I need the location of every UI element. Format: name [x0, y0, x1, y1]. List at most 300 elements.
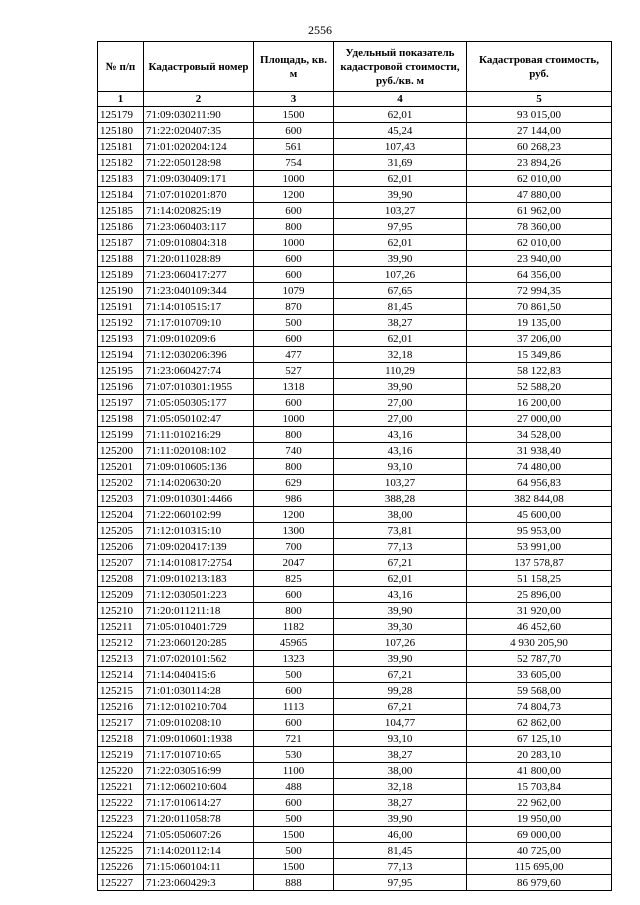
cadastral-value-cell: 74 804,73: [467, 699, 612, 715]
row-number-cell: 125218: [98, 731, 144, 747]
cadastral-value-cell: 382 844,08: [467, 491, 612, 507]
area-cell: 800: [254, 219, 334, 235]
cadastral-number-cell: 71:15:060104:11: [144, 859, 254, 875]
unit-rate-cell: 38,27: [334, 315, 467, 331]
table-row: [98, 267, 612, 283]
row-number-cell: 125208: [98, 571, 144, 587]
unit-rate-cell: 81,45: [334, 299, 467, 315]
row-number-cell: 125203: [98, 491, 144, 507]
cadastral-value-cell: 23 894,26: [467, 155, 612, 171]
unit-rate-cell: 67,21: [334, 699, 467, 715]
unit-rate-cell: 39,90: [334, 651, 467, 667]
cadastral-value-cell: 95 953,00: [467, 523, 612, 539]
unit-rate-cell: 39,90: [334, 379, 467, 395]
table-row: [98, 395, 612, 411]
cadastral-value-cell: 74 480,00: [467, 459, 612, 475]
row-number-cell: 125206: [98, 539, 144, 555]
cadastral-value-cell: 4 930 205,90: [467, 635, 612, 651]
area-cell: 500: [254, 315, 334, 331]
table-row: [98, 603, 612, 619]
unit-rate-cell: 107,26: [334, 635, 467, 651]
row-number-cell: 125183: [98, 171, 144, 187]
row-number-cell: 125212: [98, 635, 144, 651]
table-row: [98, 539, 612, 555]
table-row: [98, 283, 612, 299]
table-row: [98, 379, 612, 395]
cadastral-value-cell: 78 360,00: [467, 219, 612, 235]
unit-rate-cell: 43,16: [334, 427, 467, 443]
cadastral-value-cell: 86 979,60: [467, 875, 612, 891]
table-row: [98, 683, 612, 699]
area-cell: 600: [254, 331, 334, 347]
row-number-cell: 125192: [98, 315, 144, 331]
row-number-cell: 125193: [98, 331, 144, 347]
area-cell: 500: [254, 667, 334, 683]
row-number-cell: 125221: [98, 779, 144, 795]
area-cell: 800: [254, 603, 334, 619]
cadastral-value-cell: 93 015,00: [467, 107, 612, 123]
cadastral-value-cell: 61 962,00: [467, 203, 612, 219]
area-cell: 1000: [254, 411, 334, 427]
area-cell: 1200: [254, 187, 334, 203]
unit-rate-cell: 39,90: [334, 187, 467, 203]
unit-rate-cell: 99,28: [334, 683, 467, 699]
row-number-cell: 125205: [98, 523, 144, 539]
row-number-cell: 125223: [98, 811, 144, 827]
cadastral-value-cell: 52 787,70: [467, 651, 612, 667]
row-number-cell: 125195: [98, 363, 144, 379]
table-row: [98, 715, 612, 731]
table-row: [98, 699, 612, 715]
table-row: [98, 731, 612, 747]
unit-rate-cell: 62,01: [334, 331, 467, 347]
cadastral-number-cell: 71:07:020101:562: [144, 651, 254, 667]
cadastral-number-cell: 71:12:030206:396: [144, 347, 254, 363]
area-cell: 1200: [254, 507, 334, 523]
cadastral-number-cell: 71:14:020630:20: [144, 475, 254, 491]
area-cell: 754: [254, 155, 334, 171]
table-row: [98, 795, 612, 811]
row-number-cell: 125187: [98, 235, 144, 251]
row-number-cell: 125188: [98, 251, 144, 267]
area-cell: 800: [254, 427, 334, 443]
cadastral-value-table: [97, 41, 612, 891]
cadastral-number-cell: 71:17:010710:65: [144, 747, 254, 763]
area-cell: 1500: [254, 827, 334, 843]
row-number-cell: 125200: [98, 443, 144, 459]
cadastral-number-cell: 71:22:020407:35: [144, 123, 254, 139]
table-row: [98, 811, 612, 827]
unit-rate-cell: 107,43: [334, 139, 467, 155]
unit-rate-cell: 77,13: [334, 859, 467, 875]
area-cell: 1323: [254, 651, 334, 667]
cadastral-number-cell: 71:07:010201:870: [144, 187, 254, 203]
table-row: [98, 363, 612, 379]
cadastral-number-cell: 71:05:050305:177: [144, 395, 254, 411]
unit-rate-cell: 38,27: [334, 747, 467, 763]
unit-rate-cell: 32,18: [334, 779, 467, 795]
row-number-cell: 125189: [98, 267, 144, 283]
table-row: [98, 491, 612, 507]
row-number-cell: 125181: [98, 139, 144, 155]
cadastral-number-cell: 71:05:050102:47: [144, 411, 254, 427]
area-cell: 561: [254, 139, 334, 155]
cadastral-number-cell: 71:22:050128:98: [144, 155, 254, 171]
unit-rate-cell: 77,13: [334, 539, 467, 555]
table-row: [98, 331, 612, 347]
table-row: [98, 443, 612, 459]
cadastral-number-cell: 71:14:020825:19: [144, 203, 254, 219]
unit-rate-cell: 39,30: [334, 619, 467, 635]
unit-rate-cell: 38,00: [334, 763, 467, 779]
table-body: [98, 107, 612, 891]
area-cell: 825: [254, 571, 334, 587]
table-row: [98, 507, 612, 523]
area-cell: 600: [254, 587, 334, 603]
cadastral-value-cell: 59 568,00: [467, 683, 612, 699]
table-row: [98, 171, 612, 187]
cadastral-number-cell: 71:14:010817:2754: [144, 555, 254, 571]
header-row-number: № п/п: [98, 42, 144, 92]
unit-rate-cell: 27,00: [334, 411, 467, 427]
table-row: [98, 139, 612, 155]
cadastral-value-cell: 31 938,40: [467, 443, 612, 459]
cadastral-value-cell: 22 962,00: [467, 795, 612, 811]
cadastral-number-cell: 71:05:050607:26: [144, 827, 254, 843]
table-row: [98, 123, 612, 139]
row-number-cell: 125182: [98, 155, 144, 171]
cadastral-value-cell: 62 010,00: [467, 171, 612, 187]
row-number-cell: 125214: [98, 667, 144, 683]
row-number-cell: 125211: [98, 619, 144, 635]
table-row: [98, 475, 612, 491]
unit-rate-cell: 110,29: [334, 363, 467, 379]
row-number-cell: 125179: [98, 107, 144, 123]
cadastral-number-cell: 71:23:060427:74: [144, 363, 254, 379]
cadastral-value-cell: 19 135,00: [467, 315, 612, 331]
cadastral-number-cell: 71:14:040415:6: [144, 667, 254, 683]
cadastral-number-cell: 71:09:010208:10: [144, 715, 254, 731]
area-cell: 600: [254, 715, 334, 731]
cadastral-value-cell: 25 896,00: [467, 587, 612, 603]
cadastral-number-cell: 71:12:010210:704: [144, 699, 254, 715]
cadastral-value-cell: 58 122,83: [467, 363, 612, 379]
unit-rate-cell: 45,24: [334, 123, 467, 139]
cadastral-value-cell: 115 695,00: [467, 859, 612, 875]
table-row: [98, 251, 612, 267]
table-row: [98, 187, 612, 203]
cadastral-value-cell: 53 991,00: [467, 539, 612, 555]
area-cell: 721: [254, 731, 334, 747]
cadastral-number-cell: 71:17:010709:10: [144, 315, 254, 331]
area-cell: 600: [254, 267, 334, 283]
area-cell: 1182: [254, 619, 334, 635]
cadastral-number-cell: 71:09:010213:183: [144, 571, 254, 587]
unit-rate-cell: 31,69: [334, 155, 467, 171]
cadastral-value-cell: 19 950,00: [467, 811, 612, 827]
area-cell: 500: [254, 811, 334, 827]
row-number-cell: 125190: [98, 283, 144, 299]
table-row: [98, 843, 612, 859]
unit-rate-cell: 38,27: [334, 795, 467, 811]
table-row: [98, 411, 612, 427]
row-number-cell: 125198: [98, 411, 144, 427]
unit-rate-cell: 32,18: [334, 347, 467, 363]
row-number-cell: 125185: [98, 203, 144, 219]
area-cell: 1100: [254, 763, 334, 779]
table-row: [98, 587, 612, 603]
area-cell: 1318: [254, 379, 334, 395]
cadastral-value-cell: 31 920,00: [467, 603, 612, 619]
table-row: [98, 779, 612, 795]
unit-rate-cell: 81,45: [334, 843, 467, 859]
row-number-cell: 125199: [98, 427, 144, 443]
area-cell: 888: [254, 875, 334, 891]
cadastral-number-cell: 71:12:030501:223: [144, 587, 254, 603]
row-number-cell: 125222: [98, 795, 144, 811]
unit-rate-cell: 43,16: [334, 443, 467, 459]
cadastral-value-cell: 27 000,00: [467, 411, 612, 427]
cadastral-value-cell: 62 862,00: [467, 715, 612, 731]
row-number-cell: 125207: [98, 555, 144, 571]
cadastral-value-cell: 37 206,00: [467, 331, 612, 347]
row-number-cell: 125196: [98, 379, 144, 395]
row-number-cell: 125210: [98, 603, 144, 619]
table-row: [98, 619, 612, 635]
row-number-cell: 125184: [98, 187, 144, 203]
unit-rate-cell: 62,01: [334, 235, 467, 251]
column-number-row: [98, 92, 612, 107]
cadastral-value-cell: 16 200,00: [467, 395, 612, 411]
unit-rate-cell: 62,01: [334, 107, 467, 123]
cadastral-value-cell: 47 880,00: [467, 187, 612, 203]
row-number-cell: 125224: [98, 827, 144, 843]
area-cell: 800: [254, 459, 334, 475]
table-row: [98, 203, 612, 219]
row-number-cell: 125180: [98, 123, 144, 139]
row-number-cell: 125216: [98, 699, 144, 715]
header-area: Площадь, кв. м: [254, 42, 334, 92]
cadastral-value-cell: 15 703,84: [467, 779, 612, 795]
unit-rate-cell: 67,21: [334, 667, 467, 683]
cadastral-value-cell: 27 144,00: [467, 123, 612, 139]
column-number: 5: [467, 92, 612, 107]
area-cell: 45965: [254, 635, 334, 651]
cadastral-value-cell: 33 605,00: [467, 667, 612, 683]
area-cell: 700: [254, 539, 334, 555]
table-row: [98, 219, 612, 235]
cadastral-number-cell: 71:09:030211:90: [144, 107, 254, 123]
unit-rate-cell: 43,16: [334, 587, 467, 603]
cadastral-number-cell: 71:22:060102:99: [144, 507, 254, 523]
area-cell: 600: [254, 123, 334, 139]
cadastral-number-cell: 71:14:020112:14: [144, 843, 254, 859]
unit-rate-cell: 67,65: [334, 283, 467, 299]
table-row: [98, 347, 612, 363]
table-row: [98, 523, 612, 539]
table-row: [98, 459, 612, 475]
cadastral-number-cell: 71:09:010209:6: [144, 331, 254, 347]
header-unit-rate: Удельный показатель кадастровой стоимости, руб./кв. м: [334, 42, 467, 92]
cadastral-number-cell: 71:23:040109:344: [144, 283, 254, 299]
cadastral-value-cell: 72 994,35: [467, 283, 612, 299]
table-row: [98, 315, 612, 331]
unit-rate-cell: 38,00: [334, 507, 467, 523]
cadastral-number-cell: 71:09:010605:136: [144, 459, 254, 475]
unit-rate-cell: 107,26: [334, 267, 467, 283]
area-cell: 629: [254, 475, 334, 491]
cadastral-value-cell: 70 861,50: [467, 299, 612, 315]
unit-rate-cell: 67,21: [334, 555, 467, 571]
unit-rate-cell: 103,27: [334, 475, 467, 491]
row-number-cell: 125220: [98, 763, 144, 779]
area-cell: 1300: [254, 523, 334, 539]
cadastral-value-cell: 15 349,86: [467, 347, 612, 363]
cadastral-value-cell: 40 725,00: [467, 843, 612, 859]
cadastral-value-cell: 20 283,10: [467, 747, 612, 763]
cadastral-value-cell: 69 000,00: [467, 827, 612, 843]
table-row: [98, 859, 612, 875]
row-number-cell: 125194: [98, 347, 144, 363]
cadastral-number-cell: 71:22:030516:99: [144, 763, 254, 779]
unit-rate-cell: 62,01: [334, 171, 467, 187]
cadastral-value-cell: 60 268,23: [467, 139, 612, 155]
table-row: [98, 555, 612, 571]
row-number-cell: 125197: [98, 395, 144, 411]
area-cell: 2047: [254, 555, 334, 571]
cadastral-number-cell: 71:05:010401:729: [144, 619, 254, 635]
unit-rate-cell: 62,01: [334, 571, 467, 587]
row-number-cell: 125219: [98, 747, 144, 763]
header-cadastral-value: Кадастровая стоимость, руб.: [467, 42, 612, 92]
row-number-cell: 125202: [98, 475, 144, 491]
area-cell: 986: [254, 491, 334, 507]
unit-rate-cell: 73,81: [334, 523, 467, 539]
unit-rate-cell: 93,10: [334, 731, 467, 747]
unit-rate-cell: 104,77: [334, 715, 467, 731]
area-cell: 500: [254, 843, 334, 859]
area-cell: 1500: [254, 859, 334, 875]
cadastral-value-cell: 45 600,00: [467, 507, 612, 523]
table-header-row: [98, 42, 612, 92]
cadastral-value-cell: 46 452,60: [467, 619, 612, 635]
column-number: 2: [144, 92, 254, 107]
area-cell: 600: [254, 395, 334, 411]
area-cell: 600: [254, 251, 334, 267]
column-number: 1: [98, 92, 144, 107]
cadastral-number-cell: 71:17:010614:27: [144, 795, 254, 811]
cadastral-number-cell: 71:09:010301:4466: [144, 491, 254, 507]
row-number-cell: 125227: [98, 875, 144, 891]
cadastral-number-cell: 71:14:010515:17: [144, 299, 254, 315]
unit-rate-cell: 97,95: [334, 875, 467, 891]
row-number-cell: 125217: [98, 715, 144, 731]
column-number: 3: [254, 92, 334, 107]
area-cell: 1079: [254, 283, 334, 299]
cadastral-number-cell: 71:11:020108:102: [144, 443, 254, 459]
row-number-cell: 125186: [98, 219, 144, 235]
cadastral-number-cell: 71:07:010301:1955: [144, 379, 254, 395]
cadastral-number-cell: 71:20:011211:18: [144, 603, 254, 619]
area-cell: 527: [254, 363, 334, 379]
unit-rate-cell: 97,95: [334, 219, 467, 235]
area-cell: 1000: [254, 235, 334, 251]
cadastral-number-cell: 71:20:011028:89: [144, 251, 254, 267]
area-cell: 530: [254, 747, 334, 763]
area-cell: 600: [254, 683, 334, 699]
cadastral-value-cell: 41 800,00: [467, 763, 612, 779]
cadastral-number-cell: 71:09:030409:171: [144, 171, 254, 187]
cadastral-number-cell: 71:01:020204:124: [144, 139, 254, 155]
cadastral-value-cell: 67 125,10: [467, 731, 612, 747]
unit-rate-cell: 39,90: [334, 251, 467, 267]
cadastral-value-cell: 34 528,00: [467, 427, 612, 443]
cadastral-number-cell: 71:09:010804:318: [144, 235, 254, 251]
row-number-cell: 125225: [98, 843, 144, 859]
row-number-cell: 125191: [98, 299, 144, 315]
cadastral-value-cell: 51 158,25: [467, 571, 612, 587]
unit-rate-cell: 27,00: [334, 395, 467, 411]
cadastral-number-cell: 71:09:020417:139: [144, 539, 254, 555]
cadastral-number-cell: 71:23:060417:277: [144, 267, 254, 283]
page-number: 2556: [308, 23, 332, 37]
area-cell: 1000: [254, 171, 334, 187]
cadastral-number-cell: 71:20:011058:78: [144, 811, 254, 827]
area-cell: 1500: [254, 107, 334, 123]
cadastral-value-cell: 23 940,00: [467, 251, 612, 267]
cadastral-number-cell: 71:12:010315:10: [144, 523, 254, 539]
cadastral-number-cell: 71:23:060403:117: [144, 219, 254, 235]
table-row: [98, 235, 612, 251]
area-cell: 740: [254, 443, 334, 459]
table-row: [98, 571, 612, 587]
row-number-cell: 125201: [98, 459, 144, 475]
column-number: 4: [334, 92, 467, 107]
area-cell: 488: [254, 779, 334, 795]
row-number-cell: 125213: [98, 651, 144, 667]
cadastral-value-cell: 64 356,00: [467, 267, 612, 283]
cadastral-value-cell: 137 578,87: [467, 555, 612, 571]
table-row: [98, 635, 612, 651]
cadastral-number-cell: 71:23:060429:3: [144, 875, 254, 891]
cadastral-value-cell: 52 588,20: [467, 379, 612, 395]
row-number-cell: 125215: [98, 683, 144, 699]
unit-rate-cell: 388,28: [334, 491, 467, 507]
cadastral-number-cell: 71:01:030114:28: [144, 683, 254, 699]
area-cell: 600: [254, 795, 334, 811]
row-number-cell: 125204: [98, 507, 144, 523]
unit-rate-cell: 103,27: [334, 203, 467, 219]
area-cell: 600: [254, 203, 334, 219]
table-row: [98, 763, 612, 779]
table-row: [98, 827, 612, 843]
cadastral-number-cell: 71:12:060210:604: [144, 779, 254, 795]
table-row: [98, 747, 612, 763]
unit-rate-cell: 39,90: [334, 811, 467, 827]
cadastral-number-cell: 71:23:060120:285: [144, 635, 254, 651]
row-number-cell: 125226: [98, 859, 144, 875]
table-row: [98, 651, 612, 667]
row-number-cell: 125209: [98, 587, 144, 603]
header-cadastral-number: Кадастровый номер: [144, 42, 254, 92]
table-row: [98, 427, 612, 443]
unit-rate-cell: 46,00: [334, 827, 467, 843]
area-cell: 1113: [254, 699, 334, 715]
cadastral-value-cell: 64 956,83: [467, 475, 612, 491]
unit-rate-cell: 93,10: [334, 459, 467, 475]
area-cell: 870: [254, 299, 334, 315]
unit-rate-cell: 39,90: [334, 603, 467, 619]
